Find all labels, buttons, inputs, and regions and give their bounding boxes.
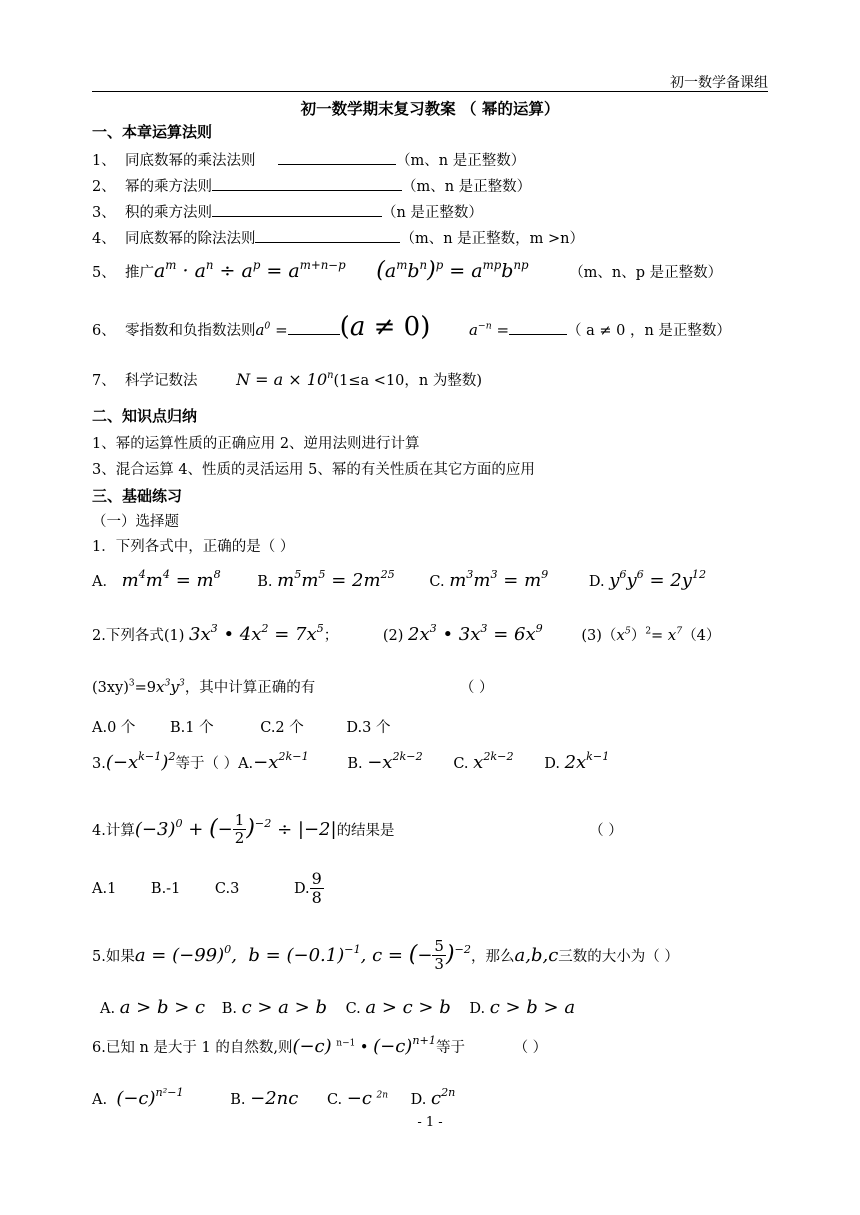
q2-option-d: D.3 个 <box>346 720 391 736</box>
answer-blank <box>212 176 402 191</box>
q3-line: $3.(-x^{k-1})^2$等于（ ）$A.-x^{2k-1}$ B. $-x^{2k-2}$ C. $x^{2k-2}$ D. $2x^{k-1}$ <box>92 750 610 773</box>
rule-4: 4、 同底数幂的除法法则 （m、n 是正整数，m >n） <box>92 227 584 248</box>
answer-blank <box>278 150 396 165</box>
q2-option-a: A.0 个 <box>92 720 136 736</box>
answer-blank <box>288 320 340 335</box>
q4-option-d: D. $\frac{9}{8}$ <box>293 869 322 908</box>
formula-power-product: $(a^mb^n)^p = a^{mp}b^{np}$ <box>376 257 529 283</box>
q1-option-d: D. $y^6y^6 = 2y^{12}$ <box>588 568 707 591</box>
rule-3: 3、 积的乘方法则 （n 是正整数） <box>92 201 483 222</box>
section3-heading: 三、基础练习 <box>92 487 183 505</box>
rule-5: 5、 推广$a^m \cdot a^n \div a^p = a^{m+n-p}$ $(a^mb^n)^p = a^{mp}b^{np}$ （m、n、p 是正整数） <box>92 257 723 283</box>
q6-options: A. $(-c)^{n^2-1}$ B. −2nc C. −c $^{2n}$ D. $c^{2n}$ <box>92 1086 456 1109</box>
rule-7: 7、 科学记数法 $N = a \times 10^n(1\le a <10$，n 为整数) <box>92 370 483 389</box>
q4-option-a: A.1 <box>92 880 117 897</box>
answer-blank <box>212 202 382 217</box>
answer-blank <box>255 228 400 243</box>
q4-option-c: C.3 <box>214 880 240 897</box>
q2-line2: $(3xy)^3=9x^3y^3$，其中计算正确的有 （ ） <box>92 677 494 696</box>
rule-6: 6、 零指数和负指数法则$a^0 = (a \ne 0) a^{-n}$ = （ a ≠ 0 ，n 是正整数） <box>92 312 731 342</box>
formula-generalized: $a^m \cdot a^n \div a^p = a^{m+n-p}$ <box>153 257 346 282</box>
subsection-choice: （一）选择题 <box>92 514 179 530</box>
rule-2: 2、 幂的乘方法则 （m、n 是正整数） <box>92 175 531 196</box>
q6-line: 6.已知 n 是大于 1 的自然数,则(−c) $^{n-1}$ • $(-c)^{n+1}$等于 （ ） <box>92 1034 548 1057</box>
header-rule <box>92 91 768 92</box>
q4-option-b: B.-1 <box>150 880 181 897</box>
q1-stem: 1．下列各式中，正确的是（ ） <box>92 539 295 555</box>
section2-line1: 1、幂的运算性质的正确应用 2、逆用法则进行计算 <box>92 436 420 452</box>
formula-scientific: $N = a \times 10^n$ <box>236 370 334 389</box>
q4-line: 4.计算$(-3)^0$ + (− $\frac{1}{2}$ )$^{-2}$ ÷ |−2|的结果是 （ ） <box>92 811 623 848</box>
q2-option-c: C.2 个 <box>260 720 304 736</box>
q5-line: 5.如果$a = (-99)^0$, $b = (-0.1)^{-1}$, c = (− $\frac{5}{3}$ )$^{-2}$，那么a,b,c三数的大小为（ ） <box>92 937 679 974</box>
page-title: 初一数学期末复习教案 （ 幂的运算） <box>300 100 560 118</box>
q2-option-b: B.1 个 <box>170 720 214 736</box>
q1-options <box>92 570 706 591</box>
page-number: - 1 - <box>417 1115 443 1130</box>
q2-line1: 2.下列各式(1) $3x^3$ • $4x^2 = 7x^5$； (2) $2x^3$ • $3x^3 = 6x^9$ $(3)(x^5)^2= x^7(4)$ <box>92 622 721 645</box>
q1-option-a: A． $m^4m^4 = m^8$ <box>92 568 221 591</box>
header-group-label: 初一数学备课组 <box>670 75 768 91</box>
q4-options <box>92 870 324 908</box>
answer-blank <box>509 320 567 335</box>
section1-heading: 一、本章运算法则 <box>92 123 213 141</box>
rule-1: 1、 同底数幂的乘法法则 （m、n 是正整数） <box>92 149 525 170</box>
section2-line2: 3、混合运算 4、性质的灵活运用 5、幂的有关性质在其它方面的应用 <box>92 462 535 478</box>
q1-option-b: B. $m^5m^5 = 2m^{25}$ <box>257 568 395 591</box>
section2-heading: 二、知识点归纳 <box>92 407 198 425</box>
q2-options <box>92 716 390 737</box>
q1-option-c: C. $m^3m^3 = m^9$ <box>429 568 549 591</box>
q5-options: A. a > b > c B. c > a > b C. a > c > b D. c > b > a <box>100 997 576 1018</box>
